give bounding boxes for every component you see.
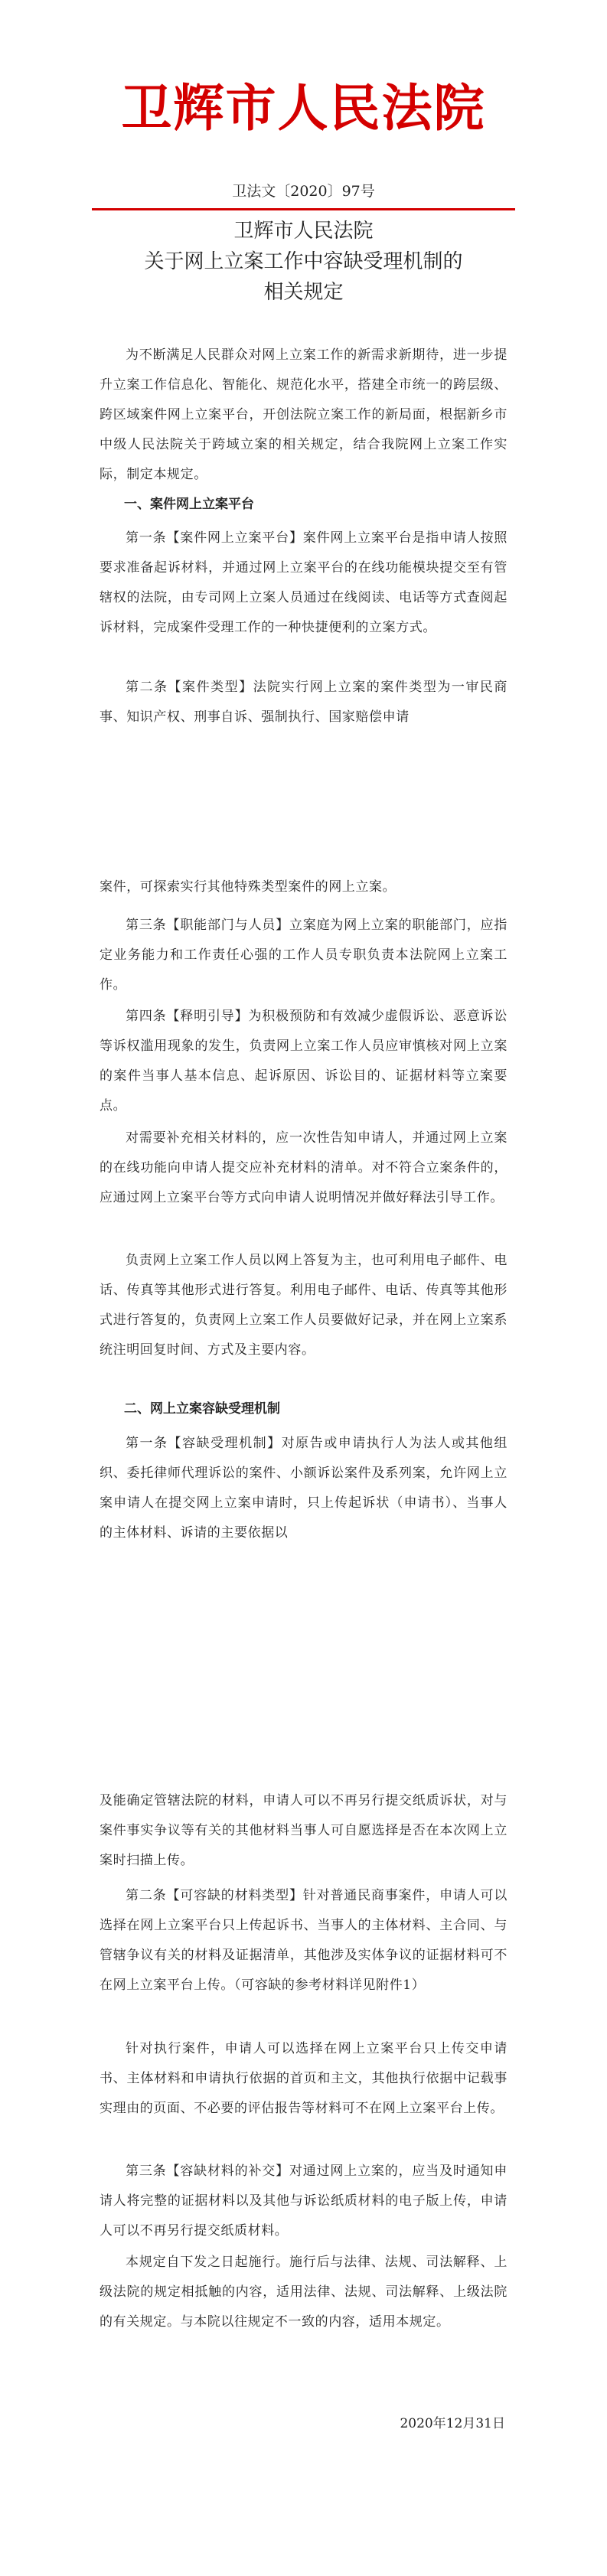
closing-paragraph: 本规定自下发之日起施行。施行后与法律、法规、司法解释、上级法院的规定相抵触的内容，适用法律、法规、司法解释、上级法院的有关规定。与本院以往规定不一致的内容，适用本规定。 bbox=[100, 2255, 507, 2330]
section-1-heading: 一、案件网上立案平台 bbox=[124, 497, 254, 512]
article-1-2-paragraph-part2: 案件，可探索实行其他特殊类型案件的网上立案。 bbox=[100, 879, 397, 895]
article-1-4-paragraph: 第四条【释明引导】为积极预防和有效减少虚假诉讼、恶意诉讼等诉权滥用现象的发生，负责网上立案工作人员应审慎核对网上立案的案件当事人基本信息、起诉原因、诉讼目的、证据材料等立案要点。 bbox=[100, 1009, 507, 1114]
document-title-line-2: 关于网上立案工作中容缺受理机制的 bbox=[144, 250, 463, 273]
supplement-materials-paragraph: 对需要补充相关材料的，应一次性告知申请人，并通过网上立案的在线功能向申请人提交应补充材料的清单。对不符合立案条件的，应通过网上立案平台等方式向申请人说明情况并做好释法引导工作。 bbox=[100, 1130, 507, 1205]
article-2-1-paragraph-part1: 第一条【容缺受理机制】对原告或申请执行人为法人或其他组织、委托律师代理诉讼的案件、小额诉讼案件及系列案，允许网上立案申请人在提交网上立案申请时，只上传起诉状（申请书）、当事人的主体材料、诉请的主要依据以 bbox=[100, 1436, 507, 1541]
article-1-2-paragraph-part1: 第二条【案件类型】法院实行网上立案的案件类型为一审民商事、知识产权、刑事自诉、强制执行、国家赔偿申请 bbox=[100, 680, 507, 725]
article-2-2-paragraph: 第二条【可容缺的材料类型】针对普通民商事案件，申请人可以选择在网上立案平台只上传起诉书、当事人的主体材料、主合同、与管辖争议有关的材料及证据清单，其他涉及实体争议的证据材料可不在网上立案平台上传。（可容缺的参考材料详见附件1） bbox=[100, 1888, 507, 1993]
issuing-court-name: 卫辉市人民法院 bbox=[121, 78, 486, 138]
article-1-1-paragraph: 第一条【案件网上立案平台】案件网上立案平台是指申请人按照要求准备起诉材料，并通过网上立案平台的在线功能模块提交至有管辖权的法院，由专司网上立案人员通过在线阅读、电话等方式查阅起诉材料，完成案件受理工作的一种快捷便利的立案方式。 bbox=[100, 530, 507, 635]
intro-paragraph: 为不断满足人民群众对网上立案工作的新需求新期待，进一步提升立案工作信息化、智能化、规范化水平，搭建全市统一的跨层级、跨区域案件网上立案平台，开创法院立案工作的新局面，根据新乡市中级人民法院关于跨域立案的相关规定，结合我院网上立案工作实际，制定本规定。 bbox=[100, 347, 507, 482]
section-2-heading: 二、网上立案容缺受理机制 bbox=[124, 1401, 280, 1417]
issue-date: 2020年12月31日 bbox=[400, 2416, 505, 2431]
document-number: 卫法文〔2020〕97号 bbox=[232, 183, 375, 200]
document-title-line-3: 相关规定 bbox=[263, 281, 344, 304]
red-divider-line bbox=[92, 208, 515, 210]
article-2-3-paragraph: 第三条【容缺材料的补交】对通过网上立案的，应当及时通知申请人将完整的证据材料以及其他与诉讼纸质材料的电子版上传，申请人可以不再另行提交纸质材料。 bbox=[100, 2164, 507, 2239]
reply-method-paragraph: 负责网上立案工作人员以网上答复为主，也可利用电子邮件、电话、传真等其他形式进行答复。利用电子邮件、电话、传真等其他形式进行答复的，负责网上立案工作人员要做好记录，并在网上立案系统注明回复时间、方式及主要内容。 bbox=[100, 1253, 507, 1358]
article-1-3-paragraph: 第三条【职能部门与人员】立案庭为网上立案的职能部门，应指定业务能力和工作责任心强的工作人员专职负责本法院网上立案工作。 bbox=[100, 918, 507, 993]
execution-cases-paragraph: 针对执行案件，申请人可以选择在网上立案平台只上传交申请书、主体材料和申请执行依据的首页和主文，其他执行依据中记载事实理由的页面、不必要的评估报告等材料可不在网上立案平台上传。 bbox=[100, 2041, 507, 2116]
article-2-1-paragraph-part2: 及能确定管辖法院的材料，申请人可以不再另行提交纸质诉状，对与案件事实争议等有关的其他材料当事人可自愿选择是否在本次网上立案时扫描上传。 bbox=[100, 1793, 507, 1868]
document-title-line-1: 卫辉市人民法院 bbox=[233, 220, 374, 243]
